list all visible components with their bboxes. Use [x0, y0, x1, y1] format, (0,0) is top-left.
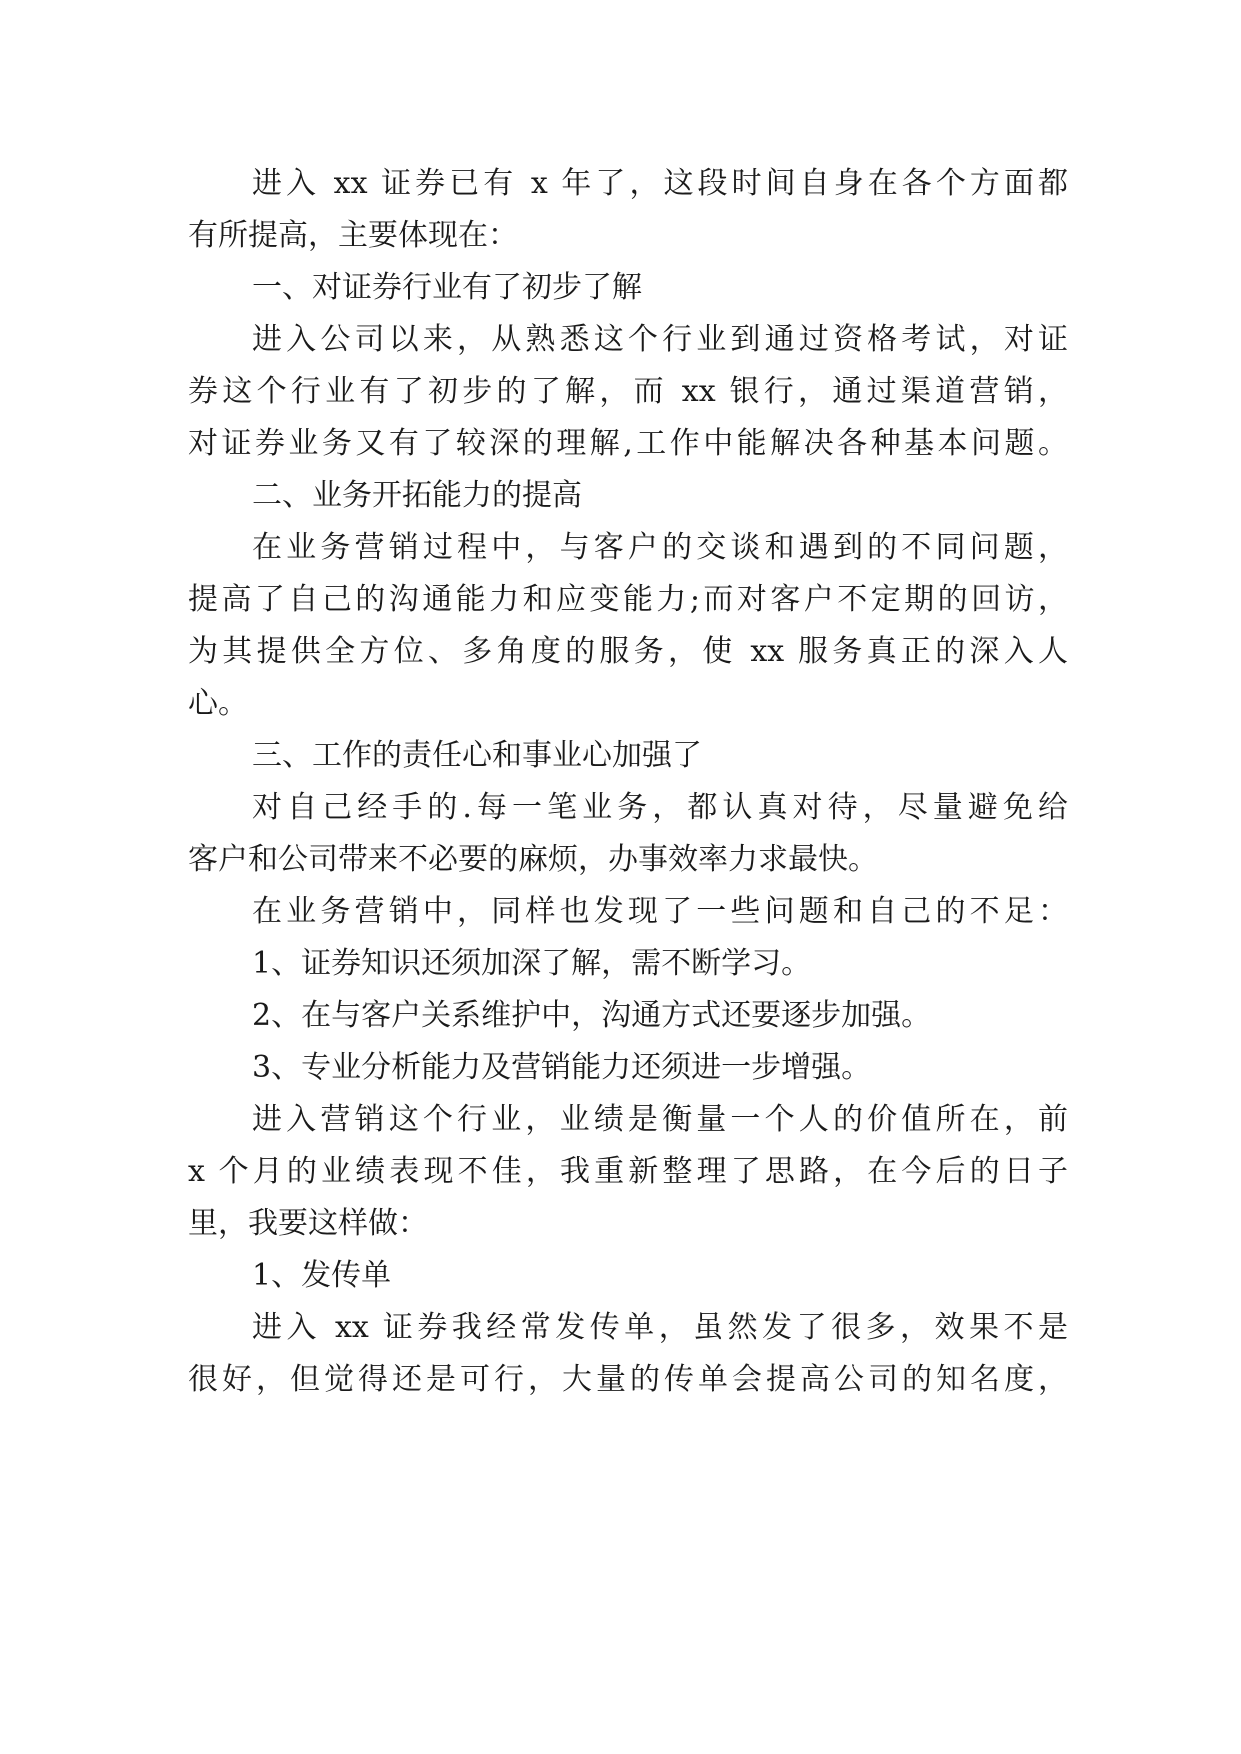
- section-heading: 二、业务开拓能力的提高: [252, 478, 582, 513]
- paragraph-line: 券这个行业有了初步的了解，而 xx 银行，通过渠道营销，: [188, 374, 1068, 409]
- paragraph-line: 在业务营销过程中，与客户的交谈和遇到的不同问题，: [252, 530, 1068, 565]
- list-item: 3、专业分析能力及营销能力还须进一步增强。: [252, 1050, 872, 1085]
- paragraph-line: 客户和公司带来不必要的麻烦，办事效率力求最快。: [188, 842, 878, 877]
- paragraph-line: 对证券业务又有了较深的理解,工作中能解决各种基本问题。: [188, 426, 1068, 461]
- paragraph-line: 提高了自己的沟通能力和应变能力;而对客户不定期的回访，: [188, 582, 1068, 617]
- paragraph-line: 进入 xx 证券我经常发传单，虽然发了很多，效果不是: [252, 1310, 1068, 1345]
- paragraph-line: 进入 xx 证券已有 x 年了，这段时间自身在各个方面都: [252, 166, 1068, 201]
- paragraph-line: 进入营销这个行业，业绩是衡量一个人的价值所在，前: [252, 1102, 1068, 1137]
- list-item: 2、在与客户关系维护中，沟通方式还要逐步加强。: [252, 998, 932, 1033]
- paragraph-line: 里，我要这样做：: [188, 1206, 428, 1241]
- paragraph-line: 为其提供全方位、多角度的服务，使 xx 服务真正的深入人: [188, 634, 1068, 669]
- section-heading: 一、对证券行业有了初步了解: [252, 270, 642, 305]
- list-item: 1、发传单: [252, 1258, 392, 1293]
- paragraph-line: x 个月的业绩表现不佳，我重新整理了思路，在今后的日子: [188, 1154, 1068, 1189]
- paragraph-line: 心。: [188, 686, 248, 721]
- list-item: 1、证券知识还须加深了解，需不断学习。: [252, 946, 812, 981]
- paragraph-line: 有所提高，主要体现在：: [188, 218, 518, 253]
- paragraph-line: 很好，但觉得还是可行，大量的传单会提高公司的知名度，: [188, 1362, 1068, 1397]
- paragraph-line: 在业务营销中，同样也发现了一些问题和自己的不足：: [252, 894, 1068, 929]
- paragraph-line: 进入公司以来，从熟悉这个行业到通过资格考试，对证: [252, 322, 1068, 357]
- section-heading: 三、工作的责任心和事业心加强了: [252, 738, 702, 773]
- paragraph-line: 对自己经手的.每一笔业务，都认真对待，尽量避免给: [252, 790, 1068, 825]
